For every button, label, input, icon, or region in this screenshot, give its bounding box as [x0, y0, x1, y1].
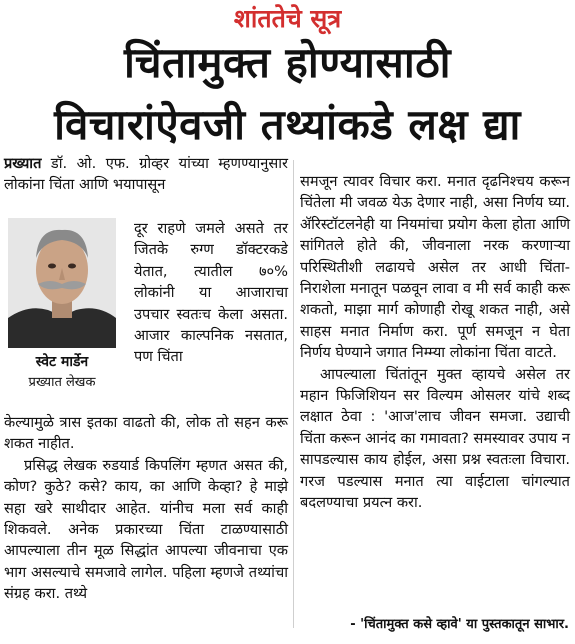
left-wrap-text: दूर राहणे जमले असते तर जितके रुग्ण डॉक्टरकडे येतात, त्यातील ७०% लोकांनी या आजाराचा उपचार स्वतःच केला असता. आजार काल्पनिक नसतात, पण चिंता [134, 220, 288, 366]
right-paragraph-2: आपल्याला चिंतांतून मुक्त व्हायचे असेल तर महान फिजिशियन सर विल्यम ओसलर यांचे शब्द लक्षात ठेवा : 'आज'लाच जीवन समजा. उद्याची चिंता करून आनंद का गमावता? समस्यावर उपाय न सापडल्यास काय होईल, असा प्रश्न स्वतःला विचारा. गरज पडल्यास मनात त्या वाईटाला चांगल्यात बदलण्याचा प्रयत्न करा. [300, 365, 570, 512]
left-wrap-column [134, 218, 288, 368]
author-photo [8, 218, 116, 348]
left-paragraph-2: प्रसिद्ध लेखक रुडयार्ड किपलिंग म्हणत असत की, कोण? कुठे? कसे? काय, का आणि केव्हा? हे माझे सहा खरे साथीदार आहेत. यांनीच मला सर्व काही शिकवले. अनेक प्रकारच्या चिंता टाळण्यासाठी आपल्याला तीन मूळ सिद्धांत आपल्या जीवनाचा एक भाग असल्याचे समजावे लागेल. पहिला म्हणजे तथ्यांचा संग्रह करा. तथ्ये [4, 456, 288, 603]
author-photo-block [0, 218, 124, 398]
left-column-bottom [4, 412, 288, 605]
column-divider [293, 160, 294, 628]
right-column [300, 171, 570, 514]
right-paragraph-1: समजून त्यावर विचार करा. मनात दृढनिश्चय करून चिंतेला मी जवळ येऊ देणार नाही, असा निर्णय घ्या. ॲरिस्टॉटलनेही या नियमांचा प्रयोग केला होता आणि सांगितले होते की, जीवनाला नरक करणाऱ्या परिस्थितीशी लढायचे असेल तर आधी चिंता-निराशेला मनातून पळवून लावा व मी सर्व काही करू शकतो, माझा मार्ग कोणाही रोखू शकत नाही, असे साहस मनात निर्माण करा. पूर्ण समजून न घेता निर्णय घेण्याने जगात निम्म्या लोकांना चिंता वाटते. [300, 173, 570, 362]
left-after-text: केल्यामुळे त्रास इतका वाढतो की, लोक तो सहन करू शकत नाहीत. [4, 414, 288, 453]
author-role: प्रख्यात लेखक [28, 375, 96, 390]
author-name: स्वेट मार्डेन [35, 354, 89, 370]
source-credit: - 'चिंतामुक्त कसे व्हावे' या पुस्तकातून साभार. [350, 617, 569, 632]
lead-word: प्रख्यात [4, 155, 42, 172]
headline-line-1: चिंतामुक्त होण्यासाठी [124, 38, 451, 87]
kicker-title: शांततेचे सूत्र [233, 4, 342, 33]
author-portrait-image [8, 218, 116, 348]
headline-line-2: विचारांऐवजी तथ्यांकडे लक्ष द्या [54, 100, 521, 149]
left-top-text: डॉ. ओ. एफ. ग्रोव्हर यांच्या म्हणण्यानुसार लोकांना चिंता आणि भयापासून [4, 155, 288, 194]
left-intro [4, 153, 288, 196]
left-column-top [4, 153, 288, 196]
